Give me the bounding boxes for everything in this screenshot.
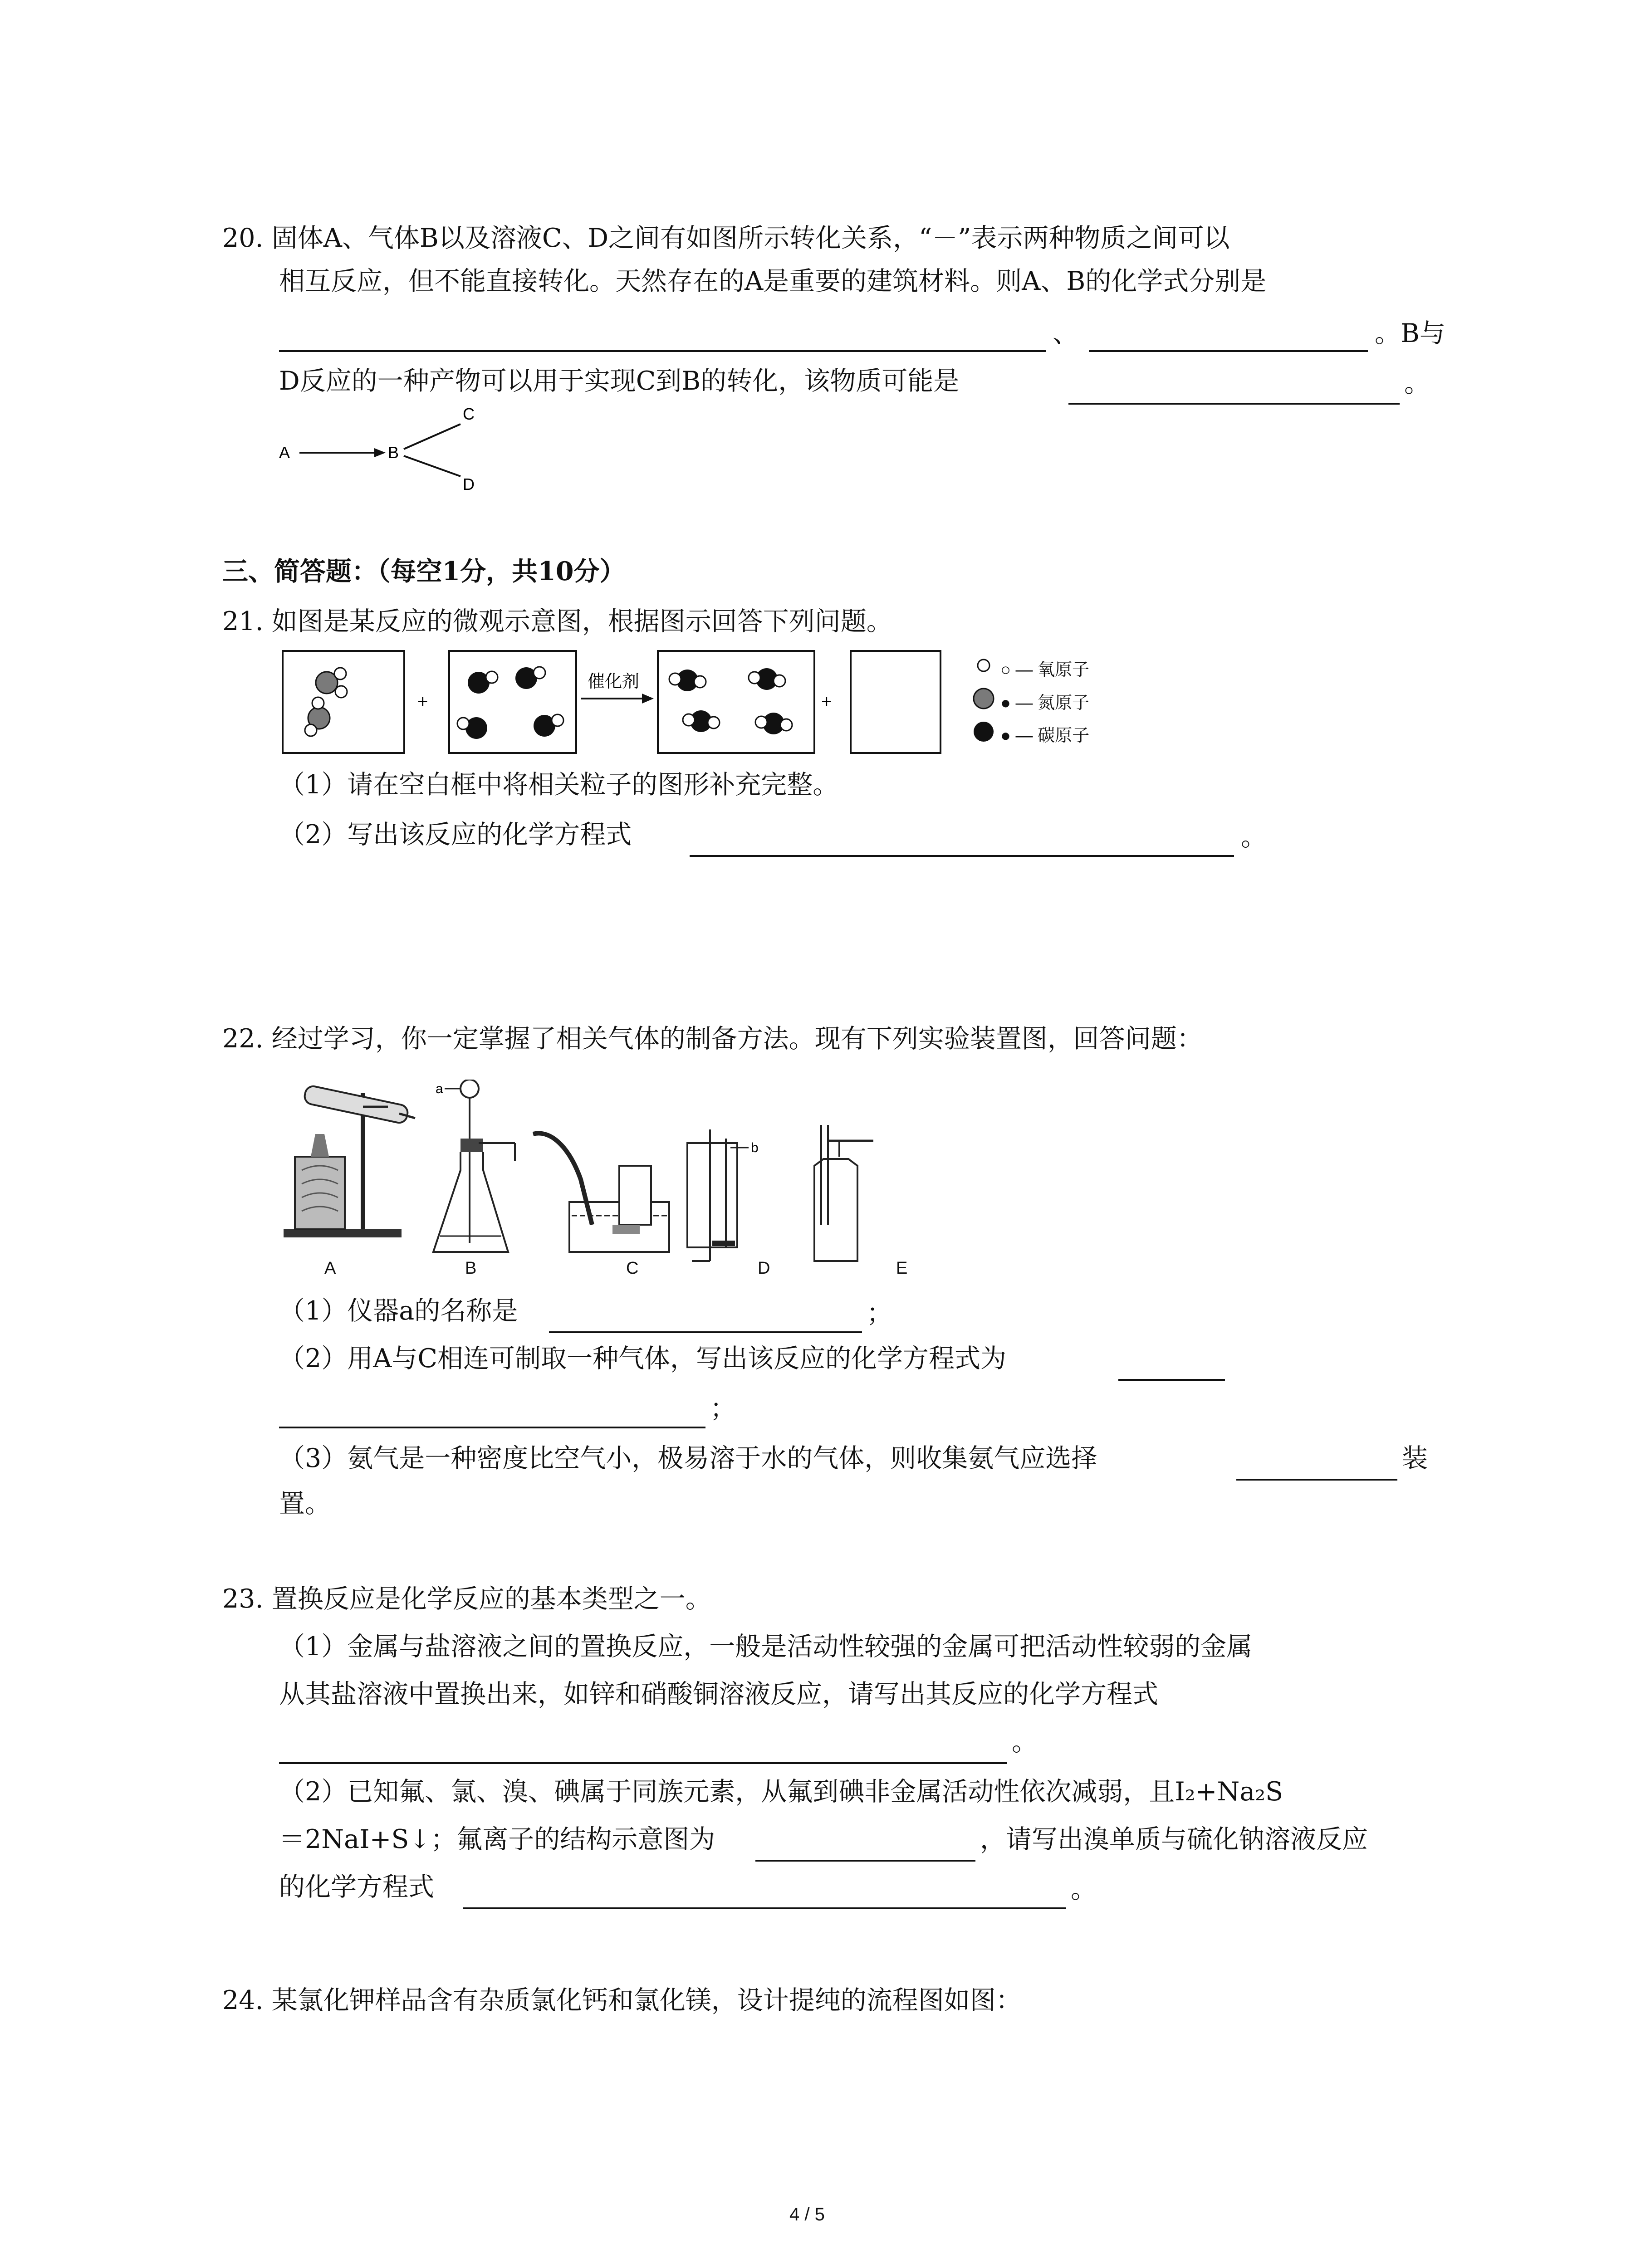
q21-stem: 21. 如图是某反应的微观示意图，根据图示回答下列问题。 (222, 606, 892, 636)
q20-end: 。 (1404, 368, 1430, 398)
q22-answer-blank-2b[interactable] (279, 1427, 705, 1428)
q22-answer-blank-3[interactable] (1236, 1479, 1397, 1481)
q20-b-with: 。B与 (1375, 318, 1445, 348)
q21-plus-1: + (417, 692, 428, 712)
q23-sub2-line1: （2）已知氟、氯、溴、碘属于同族元素，从氟到碘非金属活动性依次减弱，且I₂+Na₂S (279, 1777, 1283, 1807)
q22-mark-b: b (751, 1140, 759, 1155)
q20-line2: 相互反应，但不能直接转化。天然存在的A是重要的建筑材料。则A、B的化学式分别是 (279, 266, 1267, 296)
q23-answer-blank-3[interactable] (463, 1907, 1066, 1909)
q21-catalyst: 催化剂 (588, 672, 640, 691)
apparatus-c (533, 1133, 669, 1252)
q22-label-d: D (758, 1259, 770, 1278)
q21-reaction-diagram (279, 646, 1341, 769)
q20-line1: 20. 固体A、气体B以及溶液C、D之间有如图所示转化关系，“－”表示两种物质之间可以 (222, 223, 1230, 253)
q22-sub3-tail: 装 (1402, 1443, 1428, 1473)
q20-answer-blank-b[interactable] (1089, 350, 1368, 352)
q22-label-e: E (896, 1259, 908, 1278)
q20-node-a: A (279, 443, 290, 462)
q21-answer-blank[interactable] (690, 855, 1234, 857)
q24-stem: 24. 某氯化钾样品含有杂质氯化钙和氯化镁，设计提纯的流程图如图： (222, 1985, 1022, 2015)
apparatus-e (814, 1125, 873, 1261)
q23-sub2-line3: 的化学方程式 (279, 1872, 434, 1902)
q23-answer-blank-2[interactable] (755, 1860, 975, 1862)
q23-answer-blank-1[interactable] (279, 1762, 1007, 1764)
q21-blank-box (851, 651, 941, 753)
q23-sub1-end: 。 (1012, 1727, 1038, 1757)
apparatus-d (687, 1129, 759, 1261)
apparatus-a (284, 1085, 415, 1237)
q21-legend-oxygen: ○ — 氧原子 (1000, 660, 1090, 679)
q22-mark-a: a (436, 1081, 443, 1096)
q22-label-c: C (626, 1259, 639, 1278)
q23-sub2-line2b: ，请写出溴单质与硫化钠溶液反应 (980, 1824, 1368, 1854)
q22-label-a: A (324, 1259, 336, 1278)
q20-line4: D反应的一种产物可以用于实现C到B的转化，该物质可能是 (279, 366, 960, 396)
q22-apparatus-diagram (279, 1080, 960, 1279)
q22-sub3-line2: 置。 (279, 1489, 331, 1519)
q21-legend-nitrogen: ● — 氮原子 (1000, 694, 1090, 713)
section3-title: 三、简答题：（每空1分，共10分） (222, 556, 626, 587)
q20-answer-blank-a[interactable] (279, 350, 1046, 352)
q23-sub1-line2: 从其盐溶液中置换出来，如锌和硝酸铜溶液反应，请写出其反应的化学方程式 (279, 1679, 1158, 1709)
q21-legend-carbon: ● — 碳原子 (1000, 726, 1090, 745)
q23-stem: 23. 置换反应是化学反应的基本类型之一。 (222, 1584, 711, 1614)
q22-stem: 22. 经过学习，你一定掌握了相关气体的制备方法。现有下列实验装置图，回答问题： (222, 1024, 1203, 1054)
q21-sub1: （1）请在空白框中将相关粒子的图形补充完整。 (279, 770, 839, 800)
q23-sub2-line2a: ＝2NaI+S↓；氟离子的结构示意图为 (279, 1824, 715, 1854)
q20-node-d: D (463, 475, 475, 494)
q21-plus-2: + (821, 692, 832, 712)
q20-separator: 、 (1053, 318, 1078, 348)
q22-label-b: B (465, 1259, 477, 1278)
q22-sub2-end: ； (710, 1393, 736, 1423)
q21-sub2: （2）写出该反应的化学方程式 (279, 820, 632, 850)
q22-sub2: （2）用A与C相连可制取一种气体，写出该反应的化学方程式为 (279, 1344, 1007, 1374)
q20-node-c: C (463, 405, 475, 423)
q23-sub1-line1: （1）金属与盐溶液之间的置换反应，一般是活动性较强的金属可把活动性较弱的金属 (279, 1632, 1253, 1662)
q22-sub1-end: ； (867, 1298, 892, 1328)
q22-sub3: （3）氨气是一种密度比空气小，极易溶于水的气体，则收集氨气应选择 (279, 1443, 1097, 1473)
q20-node-b: B (388, 443, 399, 462)
q22-answer-blank-2a[interactable] (1118, 1379, 1225, 1381)
q20-relation-diagram (272, 399, 508, 508)
page-number: 4 / 5 (789, 2204, 825, 2224)
q22-answer-blank-1[interactable] (549, 1331, 862, 1333)
q22-sub1: （1）仪器a的名称是 (279, 1296, 518, 1326)
q21-end: 。 (1241, 822, 1267, 852)
q20-answer-blank-c[interactable] (1068, 403, 1400, 405)
q23-sub2-end: 。 (1071, 1874, 1097, 1904)
apparatus-b (433, 1080, 515, 1252)
